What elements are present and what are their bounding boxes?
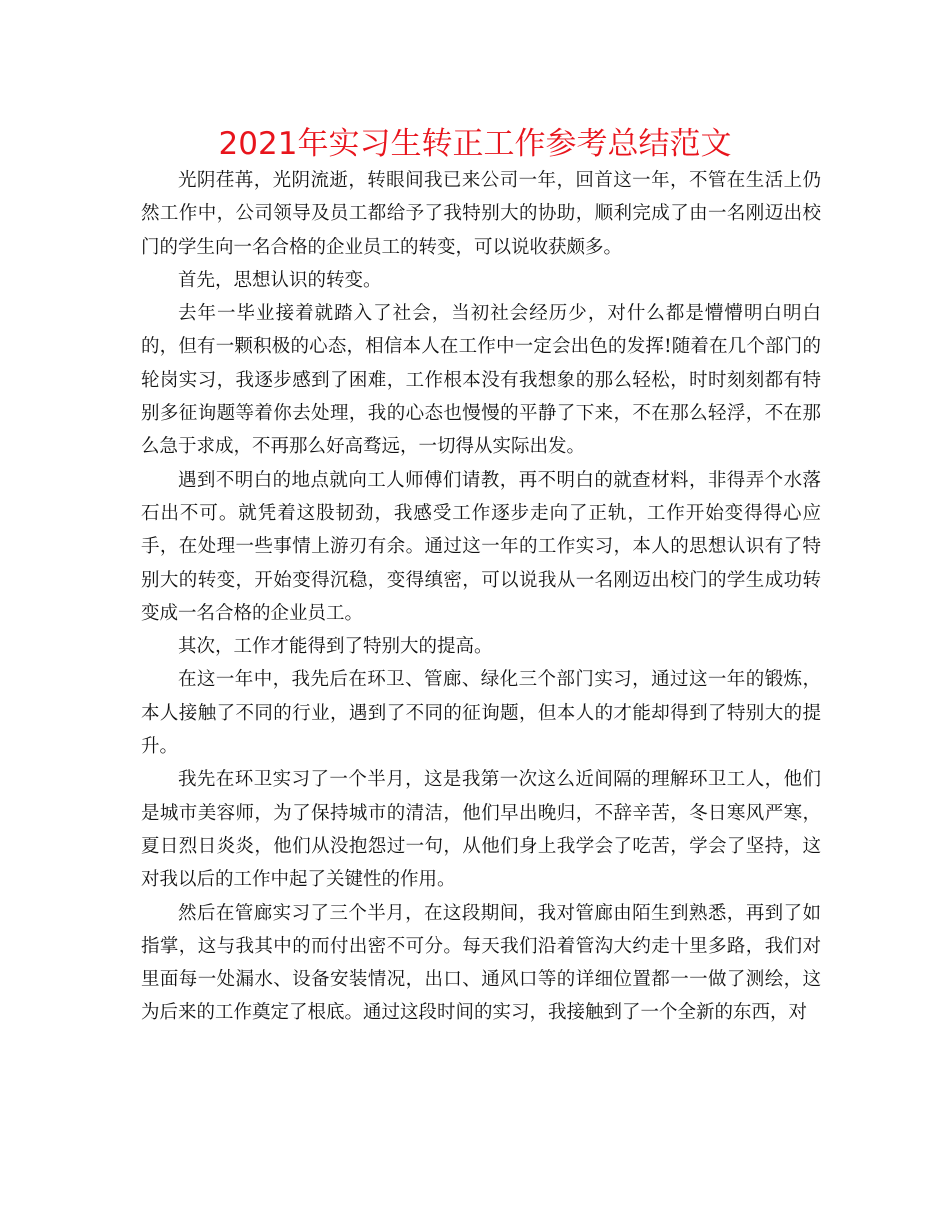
paragraph: 首先，思想认识的转变。: [178, 269, 382, 291]
document-title: 2021年实习生转正工作参考总结范文: [218, 126, 732, 162]
paragraph: 遇到不明白的地点就向工人师傅们请教，再不明白的就查材料，非得弄个水落石出不可。就凭着这股韧劲，我感受工作逐步走向了正轨，工作开始变得得心应手，在处理一些事情上游刃有余。通过这一年的工作实习，本人的思想认识有了特别大的转变，开始变得沉稳，变得缜密，可以说我从一名刚迈出校门的学生成功转变成一名合格的企业员工。: [141, 469, 821, 624]
paragraph: 在这一年中，我先后在环卫、管廊、绿化三个部门实习，通过这一年的锻炼，本人接触了不同的行业，遇到了不同的征询题，但本人的才能却得到了特别大的提升。: [141, 669, 821, 758]
paragraph: 然后在管廊实习了三个半月，在这段期间，我对管廊由陌生到熟悉，再到了如指掌，这与我其中的而付出密不可分。每天我们沿着管沟大约走十里多路，我们对里面每一处漏水、设备安装情况，出口、通风口等的详细位置都一一做了测绘，这为后来的工作奠定了根底。通过这段时间的实习，我接触到了一个全新的东西，对: [141, 902, 821, 1024]
paragraph: 去年一毕业接着就踏入了社会，当初社会经历少，对什么都是懵懵明白明白的，但有一颗积极的心态，相信本人在工作中一定会出色的发挥!随着在几个部门的轮岗实习，我逐步感到了困难，工作根本没有我想象的那么轻松，时时刻刻都有特别多征询题等着你去处理，我的心态也慢慢的平静了下来，不在那么轻浮，不在那么急于求成，不再那么好高骛远，一切得从实际出发。: [141, 303, 821, 458]
paragraph: 光阴荏苒，光阴流逝，转眼间我已来公司一年，回首这一年，不管在生活上仍然工作中，公司领导及员工都给予了我特别大的协助，顺利完成了由一名刚迈出校门的学生向一名合格的企业员工的转变，可以说收获颇多。: [141, 170, 821, 258]
paragraph: 我先在环卫实习了一个半月，这是我第一次这么近间隔的理解环卫工人，他们是城市美容师，为了保持城市的清洁，他们早出晚归，不辞辛苦，冬日寒风严寒，夏日烈日炎炎，他们从没抱怨过一句，从他们身上我学会了吃苦，学会了坚持，这对我以后的工作中起了关键性的作用。: [141, 769, 821, 891]
document-body: [141, 164, 821, 1030]
paragraph: 其次，工作才能得到了特别大的提高。: [178, 636, 493, 658]
